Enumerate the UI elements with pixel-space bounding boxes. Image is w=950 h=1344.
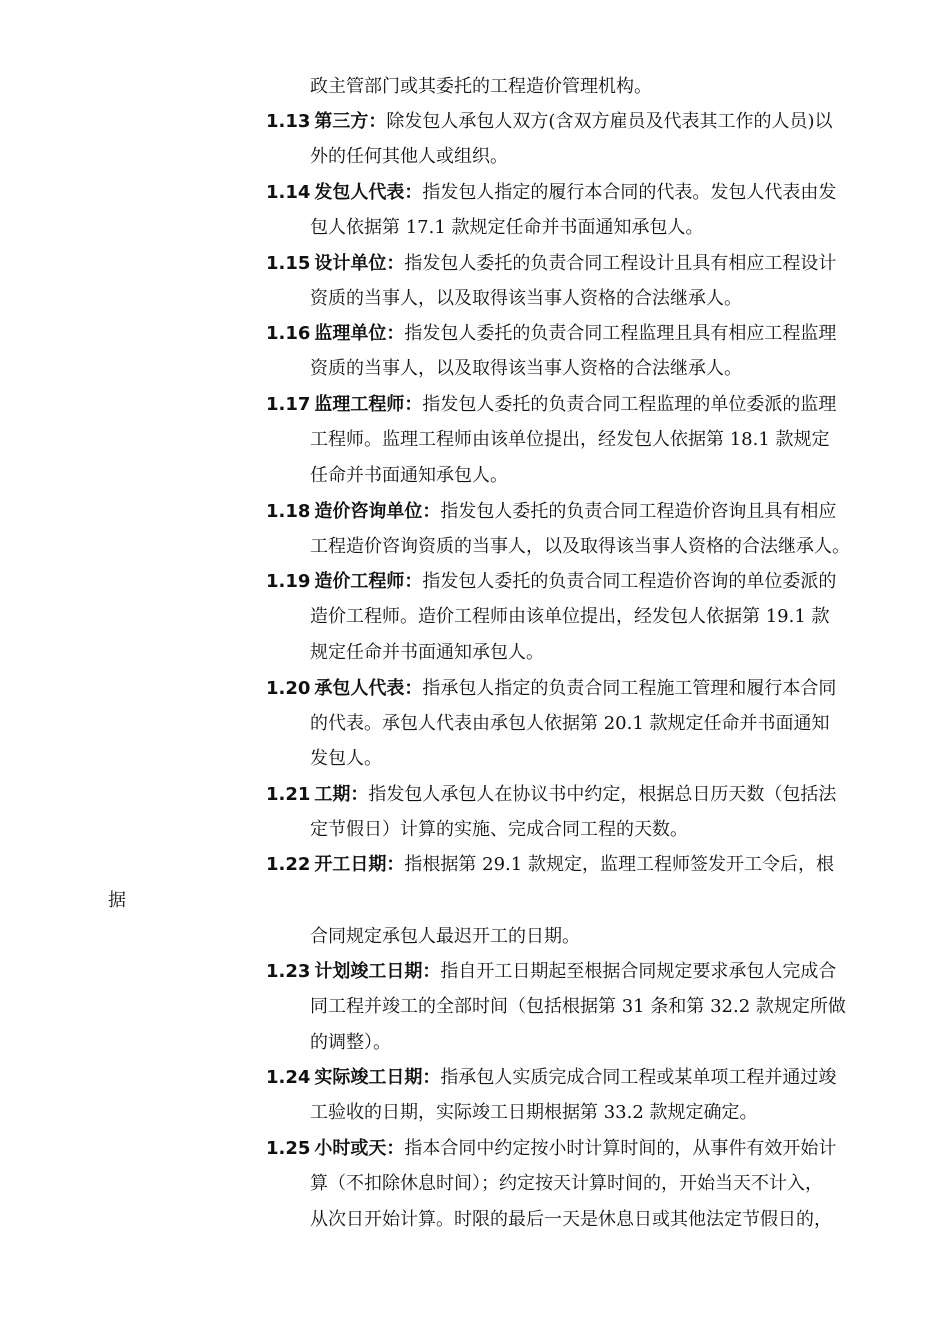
clause-1-22-wrapped-char: 据	[108, 890, 126, 911]
clause-number: 1.19	[266, 571, 311, 592]
clause-number: 1.15	[266, 253, 311, 274]
clause-1-23-first-line	[266, 960, 836, 984]
clause-1-21-first-line	[266, 783, 836, 807]
clause-text: 指根据第 29.1 款规定，监理工程师签发开工令后，根	[404, 854, 834, 875]
clause-term: 计划竣工日期：	[314, 961, 441, 982]
clause-1-16-line: 资质的当事人，以及取得该当事人资格的合法继承人。	[310, 358, 742, 379]
clause-1-17-line: 工程师。监理工程师由该单位提出，经发包人依据第 18.1 款规定	[310, 429, 830, 450]
clause-number: 1.14	[266, 182, 311, 203]
clause-number: 1.22	[266, 854, 311, 875]
clause-text: 指发包人委托的负责合同工程设计且具有相应工程设计	[404, 253, 837, 274]
clause-text: 指承包人指定的负责合同工程施工管理和履行本合同	[422, 678, 837, 699]
clause-1-20-line: 的代表。承包人代表由承包人依据第 20.1 款规定任命并书面通知	[310, 713, 830, 734]
clause-term: 小时或天：	[314, 1138, 405, 1159]
clause-number: 1.18	[266, 501, 311, 522]
clause-number: 1.24	[266, 1067, 311, 1088]
clause-1-13-first-line	[266, 110, 832, 134]
clause-text: 指承包人实质完成合同工程或某单项工程并通过竣	[440, 1067, 837, 1088]
clause-1-19-line: 规定任命并书面通知承包人。	[310, 642, 544, 663]
clause-1-22-line: 合同规定承包人最迟开工的日期。	[310, 926, 580, 947]
clause-term: 第三方：	[314, 111, 387, 132]
clause-number: 1.16	[266, 323, 311, 344]
clause-text: 指发包人委托的负责合同工程监理的单位委派的监理	[422, 394, 837, 415]
clause-term: 开工日期：	[314, 854, 405, 875]
clause-1-14-line: 包人依据第 17.1 款规定任命并书面通知承包人。	[310, 217, 704, 238]
clause-term: 设计单位：	[314, 253, 405, 274]
clause-1-16-first-line	[266, 322, 836, 346]
clause-text: 指发包人委托的负责合同工程造价咨询的单位委派的	[422, 571, 837, 592]
clause-1-17-line: 任命并书面通知承包人。	[310, 465, 508, 486]
clause-number: 1.23	[266, 961, 311, 982]
clause-number: 1.17	[266, 394, 311, 415]
clause-text: 指发包人指定的履行本合同的代表。发包人代表由发	[422, 182, 837, 203]
clause-1-18-line: 工程造价咨询资质的当事人，以及取得该当事人资格的合法继承人。	[310, 536, 850, 557]
clause-number: 1.13	[266, 111, 311, 132]
clause-number: 1.25	[266, 1138, 311, 1159]
clause-term: 监理工程师：	[314, 394, 423, 415]
clause-1-13-line: 外的任何其他人或组织。	[310, 146, 508, 167]
clause-text: 指发包人委托的负责合同工程监理且具有相应工程监理	[404, 323, 837, 344]
clause-1-24-line: 工验收的日期，实际竣工日期根据第 33.2 款规定确定。	[310, 1102, 758, 1123]
clause-1-14-first-line	[266, 181, 836, 205]
clause-1-20-line: 发包人。	[310, 748, 382, 769]
clause-text: 指发包人承包人在协议书中约定，根据总日历天数（包括法	[368, 784, 837, 805]
clause-1-21-line: 定节假日）计算的实施、完成合同工程的天数。	[310, 819, 688, 840]
clause-1-17-first-line	[266, 393, 836, 417]
clause-1-25-line: 算（不扣除休息时间）；约定按天计算时间的，开始当天不计入，	[310, 1173, 823, 1194]
clause-1-18-first-line	[266, 500, 836, 524]
clause-1-20-first-line	[266, 677, 836, 701]
clause-text: 指自开工日期起至根据合同规定要求承包人完成合	[440, 961, 837, 982]
clause-1-25-first-line	[266, 1137, 836, 1161]
clause-term: 发包人代表：	[314, 182, 423, 203]
clause-number: 1.21	[266, 784, 311, 805]
intro-line: 政主管部门或其委托的工程造价管理机构。	[310, 76, 652, 97]
clause-1-24-first-line	[266, 1066, 836, 1090]
clause-1-22-first-line	[266, 853, 834, 877]
clause-1-23-line: 同工程并竣工的全部时间（包括根据第 31 条和第 32.2 款规定所做	[310, 996, 846, 1017]
clause-1-23-line: 的调整）。	[310, 1032, 391, 1053]
clause-1-15-first-line	[266, 252, 836, 276]
clause-text: 指发包人委托的负责合同工程造价咨询且具有相应	[440, 501, 837, 522]
clause-1-15-line: 资质的当事人，以及取得该当事人资格的合法继承人。	[310, 288, 742, 309]
clause-number: 1.20	[266, 678, 311, 699]
clause-text: 除发包人承包人双方(含双方雇员及代表其工作的人员)以	[386, 111, 833, 132]
clause-term: 造价咨询单位：	[314, 501, 441, 522]
clause-term: 工期：	[314, 784, 369, 805]
clause-1-25-line: 从次日开始计算。时限的最后一天是休息日或其他法定节假日的，	[310, 1209, 832, 1230]
clause-1-19-line: 造价工程师。造价工程师由该单位提出，经发包人依据第 19.1 款	[310, 606, 830, 627]
clause-text: 指本合同中约定按小时计算时间的，从事件有效开始计	[404, 1138, 837, 1159]
clause-term: 造价工程师：	[314, 571, 423, 592]
clause-term: 监理单位：	[314, 323, 405, 344]
clause-1-19-first-line	[266, 570, 836, 594]
clause-term: 承包人代表：	[314, 678, 423, 699]
clause-term: 实际竣工日期：	[314, 1067, 441, 1088]
